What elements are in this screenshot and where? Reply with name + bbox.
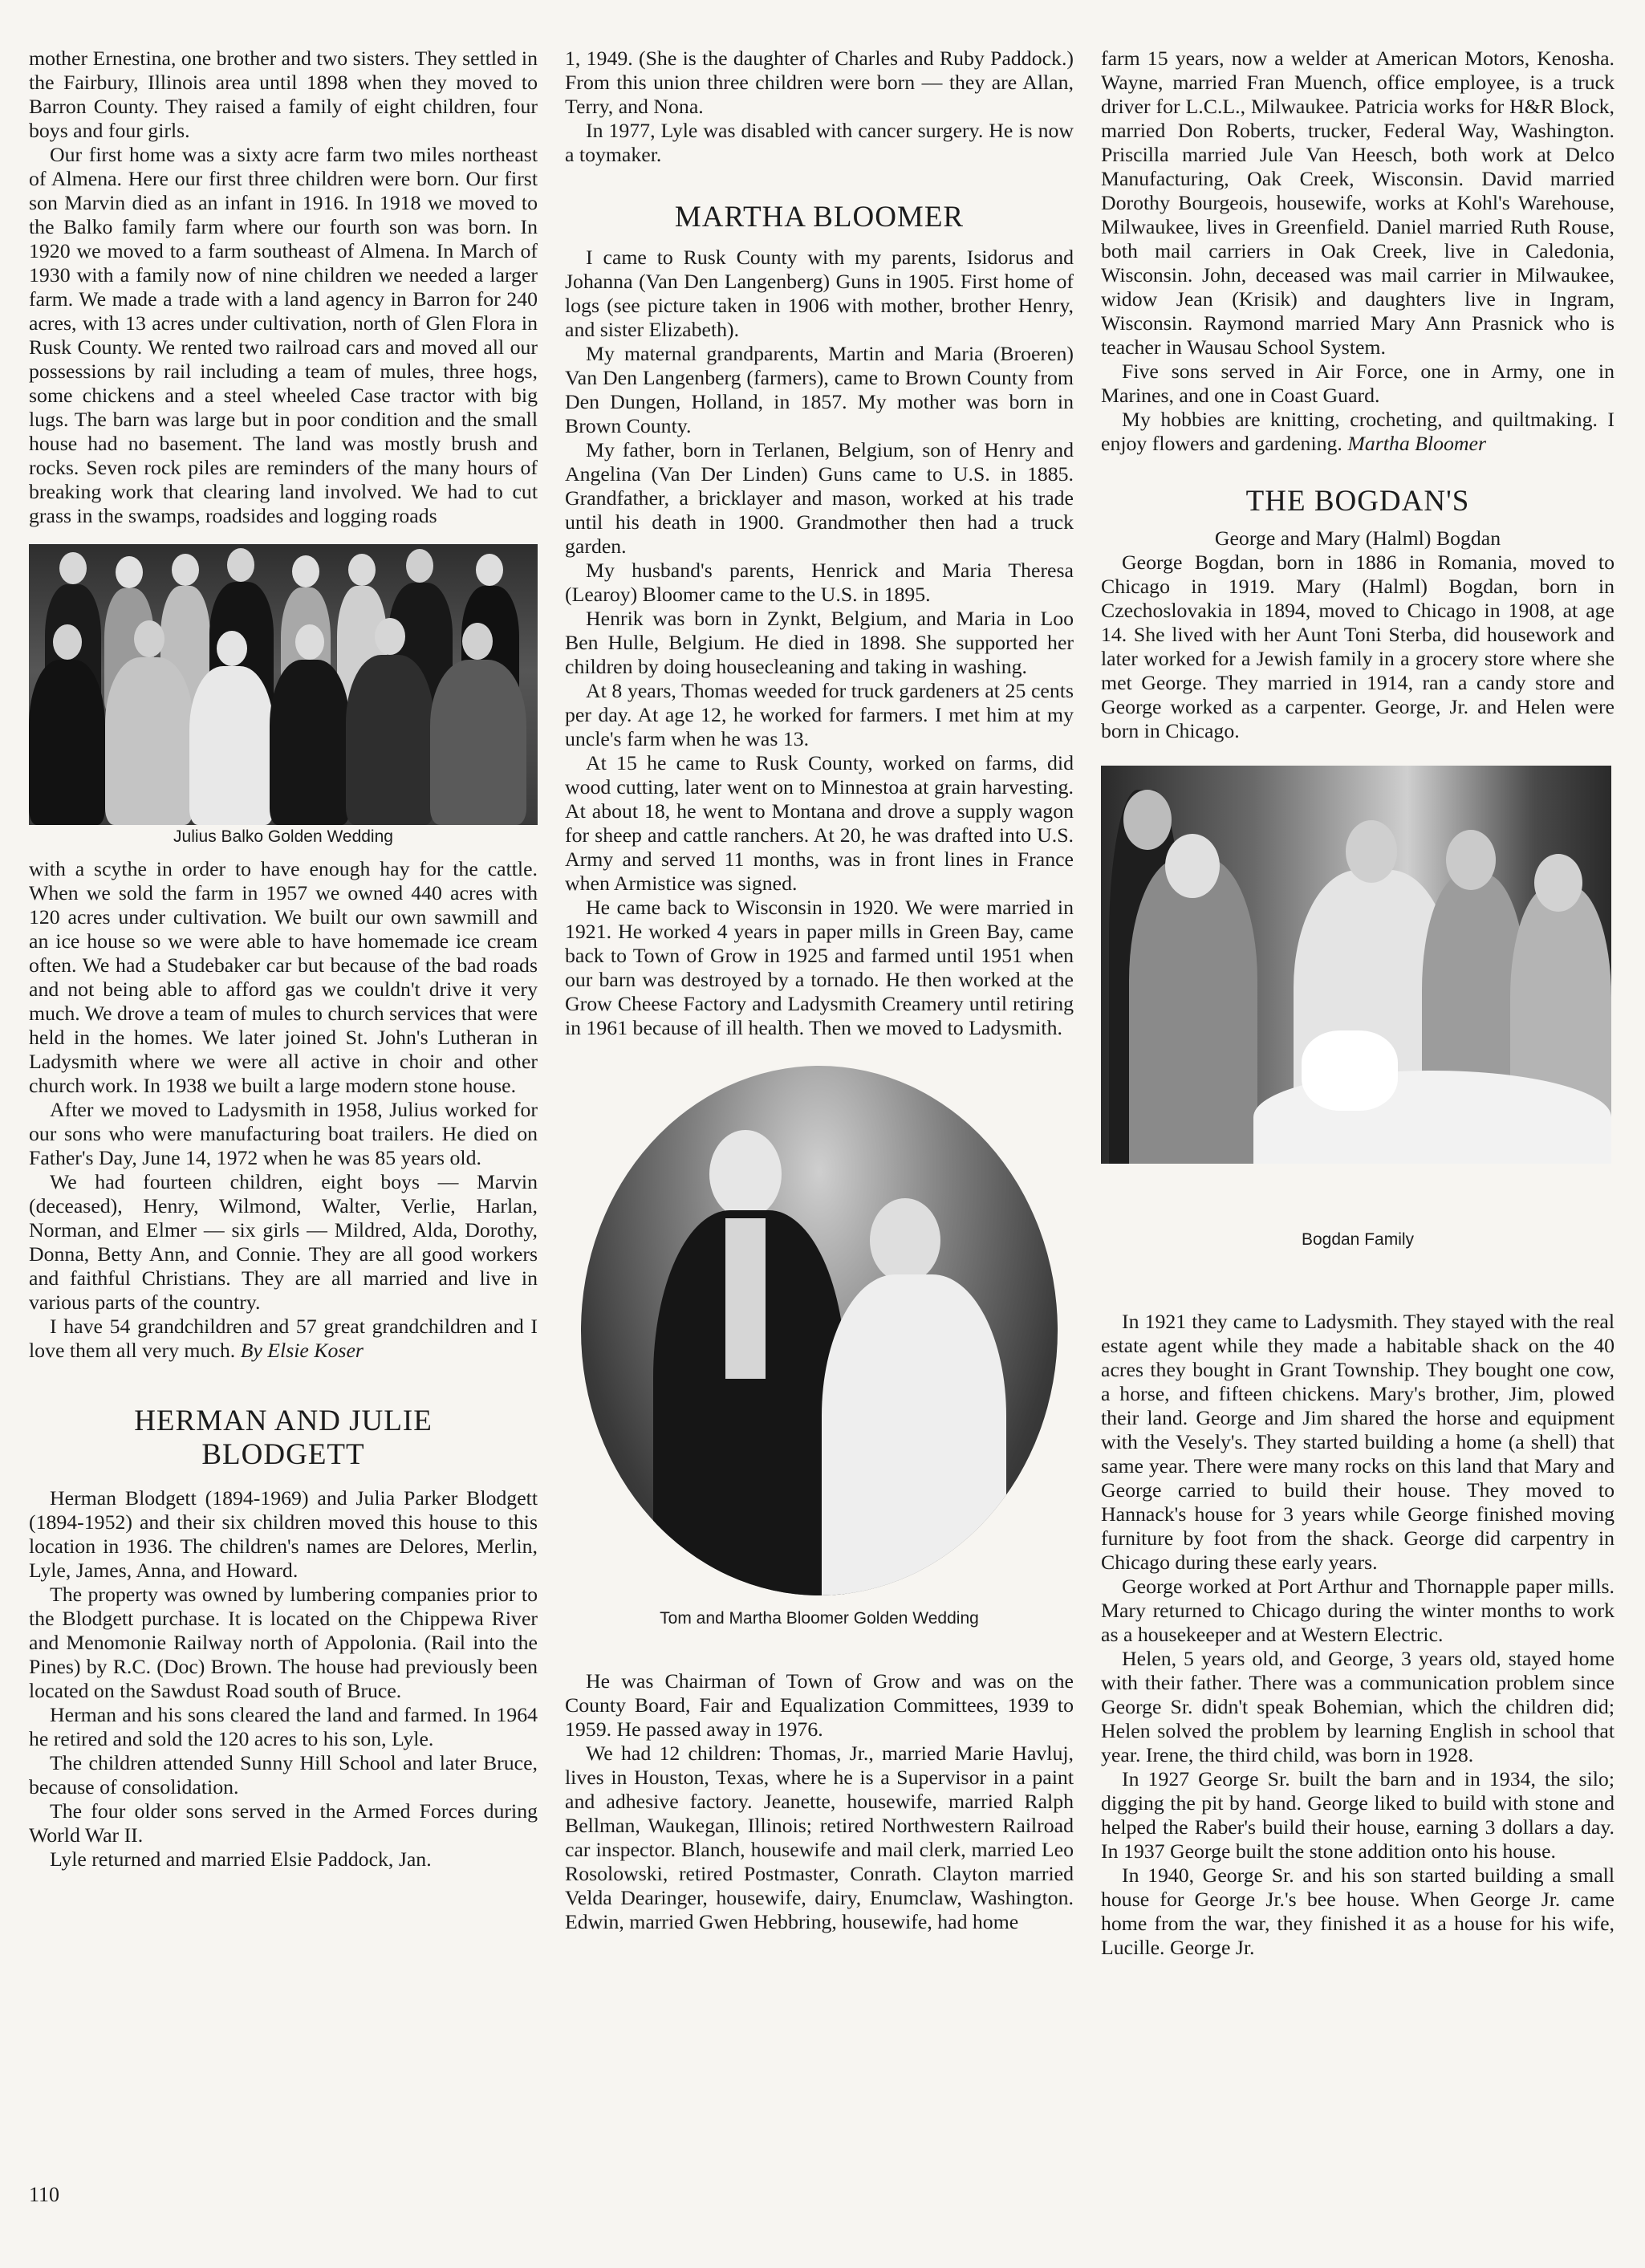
photo-caption: Tom and Martha Bloomer Golden Wedding <box>660 1609 979 1628</box>
paragraph: At 8 years, Thomas weeded for truck gardeners at 25 cents per day. At age 12, he worked for farmers. I met him at my uncle's farm when he was 13. <box>565 679 1074 750</box>
heading-line: BLODGETT <box>201 1438 365 1471</box>
paragraph: Lyle returned and married Elsie Paddock, Jan. <box>50 1847 432 1871</box>
photo-balko-wedding <box>29 544 538 849</box>
paragraph: farm 15 years, now a welder at American Motors, Kenosha. Wayne, married Fran Muench, office employee, is a truck driver for L.C.L., Milwaukee. Patricia works for H&R Block, married Don Roberts, trucker, Federal Way, Washington. Priscilla married Jule Van Heesch, both work at Delco Manufacturing, Oak Creek, Wisconsin. David married Dorothy Bourgeois, housewife, works at Kohl's Warehouse, Milwaukee, lives in Greenfield. Daniel married Ruth Rouse, both mail carriers in Oak Creek, live in Caledonia, Wisconsin. John, deceased was mail carrier in Milwaukee, widow Jean (Krisik) and daughters live in Ingram, Wisconsin. Raymond married Mary Ann Prasnick who is teacher in Wausau School System. <box>1101 47 1615 359</box>
page-number: 110 <box>29 2183 60 2206</box>
paragraph: In 1977, Lyle was disabled with cancer surgery. He is now a toymaker. <box>565 119 1074 166</box>
section-heading: MARTHA BLOOMER <box>674 201 965 234</box>
paragraph: My maternal grandparents, Martin and Maria (Broeren) Van Den Langenberg (farmers), came to Brown County from Den Dungen, Holland, in 1857. My mother was born in Brown County. <box>565 342 1074 437</box>
column-middle <box>565 47 1074 1934</box>
paragraph <box>1101 408 1615 456</box>
column-right <box>1101 47 1615 1960</box>
paragraph-text: My hobbies are knitting, crocheting, and quiltmaking. I enjoy flowers and gardening. <box>1101 408 1615 455</box>
photo-bogdan-family <box>1101 766 1615 1252</box>
paragraph: Herman Blodgett (1894-1969) and Julia Parker Blodgett (1894-1952) and their six children moved this house to this location in 1936. The children's names are Delores, Merlin, Lyle, James, Anna, and Howard. <box>29 1486 538 1582</box>
photo-caption: Bogdan Family <box>1301 1230 1415 1249</box>
paragraph: We had fourteen children, eight boys — Marvin (deceased), Henry, Wilmond, Walter, Verlie, Harlan, Norman, and Elmer — six girls — Mildred, Alda, Dorothy, Donna, Betty Ann, and Connie. They are all good workers and faithful Christians. They are all married and live in various parts of the country. <box>29 1170 538 1314</box>
paragraph: George worked at Port Arthur and Thornapple paper mills. Mary returned to Chicago during the winter months to work as a housekeeper and at Western Electric. <box>1101 1575 1615 1646</box>
family-photo <box>1101 766 1611 1164</box>
paragraph <box>29 1315 538 1363</box>
group-photo <box>29 544 538 825</box>
paragraph: I came to Rusk County with my parents, Isidorus and Johanna (Van Den Langenberg) Guns in 1905. First home of logs (see picture taken in 1906 with mother, brother Henry, and sister Elizabeth). <box>565 246 1074 341</box>
photo-bloomer-wedding <box>565 1066 1074 1631</box>
paragraph: Henrik was born in Zynkt, Belgium, and Maria in Loo Ben Hulle, Belgium. He died in 1898. She supported her children by doing housecleaning and taking in washing. <box>565 607 1074 678</box>
paragraph: Five sons served in Air Force, one in Army, one in Marines, and one in Coast Guard. <box>1101 360 1615 407</box>
paragraph: The children attended Sunny Hill School and later Bruce, because of consolidation. <box>29 1751 538 1799</box>
subheading: George and Mary (Halml) Bogdan <box>1214 526 1501 550</box>
section-heading: THE BOGDAN'S <box>1245 485 1470 518</box>
author-signature: Martha Bloomer <box>1347 432 1487 455</box>
paragraph: He was Chairman of Town of Grow and was on the County Board, Fair and Equalization Committees, 1939 to 1959. He passed away in 1976. <box>565 1669 1074 1741</box>
paragraph: In 1921 they came to Ladysmith. They stayed with the real estate agent while they made a habitable shack on the 40 acres they bought in Grant Township. They bought one cow, a horse, and fifteen chickens. Mary's brother, Jim, plowed their land. George and Jim shared the horse and equipment with the Vesely's. They started building a home (a shell) that same year. There were many rocks on this land that Mary and George carried to build their house. They moved to Hannack's house for 3 years while George finished moving furniture by foot from the shack. George did carpentry in Chicago during these early years. <box>1101 1310 1615 1574</box>
paragraph: mother Ernestina, one brother and two sisters. They settled in the Fairbury, Illinois area until 1898 when they moved to Barron County. They raised a family of eight children, four boys and four girls. <box>29 47 538 142</box>
paragraph: At 15 he came to Rusk County, worked on farms, did wood cutting, later went on to Minnestoa at grain harvesting. At about 18, he went to Montana and drove a supply wagon for sheep and cattle ranchers. At 20, he was drafted into U.S. Army and served 11 months, was in front lines in France when Armistice was signed. <box>565 751 1074 895</box>
paragraph: Our first home was a sixty acre farm two miles northeast of Almena. Here our first three children were born. Our first son Marvin died as an infant in 1916. In 1918 we moved to the Balko family farm where our fourth son was born. In 1920 we moved to a farm southeast of Almena. In March of 1930 with a family now of nine children we needed a larger farm. We made a trade with a land agency in Barron for 240 acres, with 13 acres under cultivation, north of Glen Flora in Rusk County. We rented two railroad cars and moved all our possessions by rail including a team of mules, three hogs, some chickens and a steel wheeled Case tractor with big lugs. The barn was large but in poor condition and the small house had no basement. The land was mostly brush and rocks. Seven rock piles are reminders of the many hours of breaking work that clearing land involved. We had to cut grass in the swamps, roadsides and logging roads <box>29 143 538 527</box>
heading-line: HERMAN AND JULIE <box>134 1404 433 1437</box>
paragraph: My father, born in Terlanen, Belgium, son of Henry and Angelina (Van Der Linden) Guns came to U.S. in 1885. Grandfather, a bricklayer and mason, worked at his trade until his death in 1900. Grandmother then had a truck garden. <box>565 438 1074 558</box>
paragraph: George Bogdan, born in 1886 in Romania, moved to Chicago in 1919. Mary (Halml) Bogdan, born in Czechoslovakia in 1894, moved to Chicago in 1908, at age 14. She lived with her Aunt Toni Sterba, did housework and later worked for a Jewish family in a grocery store where she met George. They married in 1914, ran a candy store and George worked as a carpenter. George, Jr. and Helen were born in Chicago. <box>1101 551 1615 742</box>
paragraph-text: I have 54 grandchildren and 57 great grandchildren and I love them all very much. <box>29 1315 538 1362</box>
paragraph: After we moved to Ladysmith in 1958, Julius worked for our sons who were manufacturing boat trailers. He died on Father's Day, June 14, 1972 when he was 85 years old. <box>29 1098 538 1169</box>
paragraph: In 1927 George Sr. built the barn and in 1934, the silo; digging the pit by hand. George liked to build with stone and helped the Raber's build their house, earning 3 dollars a day. In 1937 George built the stone addition onto his house. <box>1101 1767 1615 1863</box>
section-heading <box>29 1404 538 1472</box>
paragraph: The property was owned by lumbering companies prior to the Blodgett purchase. It is located on the Chippewa River and Menomonie Railway north of Appolonia. (Rail into the Pines) by R.C. (Doc) Brown. The house had previously been located on the Sawdust Road south of Bruce. <box>29 1583 538 1702</box>
paragraph: Herman and his sons cleared the land and farmed. In 1964 he retired and sold the 120 acres to his son, Lyle. <box>29 1703 538 1750</box>
column-left <box>29 47 538 1872</box>
oval-photo <box>565 1066 1074 1595</box>
paragraph: My husband's parents, Henrick and Maria Theresa (Learoy) Bloomer came to the U.S. in 1895. <box>565 559 1074 606</box>
paragraph: 1, 1949. (She is the daughter of Charles and Ruby Paddock.) From this union three children were born — they are Allan, Terry, and Nona. <box>565 47 1074 118</box>
paragraph: Helen, 5 years old, and George, 3 years old, stayed home with their father. There was a communication problem since George Sr. didn't speak Bohemian, which the children did; Helen solved the problem by learning English in school that year. Irene, the third child, was born in 1928. <box>1101 1647 1615 1766</box>
paragraph: He came back to Wisconsin in 1920. We were married in 1921. He worked 4 years in paper mills in Green Bay, came back to Town of Grow in 1925 and farmed until 1951 when our barn was destroyed by a tornado. He then worked at the Grow Cheese Factory and Ladysmith Creamery until retiring in 1961 because of ill health. Then we moved to Ladysmith. <box>565 896 1074 1039</box>
photo-caption: Julius Balko Golden Wedding <box>173 827 393 846</box>
author-signature: By Elsie Koser <box>240 1339 364 1362</box>
paragraph: with a scythe in order to have enough hay for the cattle. When we sold the farm in 1957 we owned 440 acres with 120 acres under cultivation. We built our own sawmill and an ice house so we were able to have homemade ice cream often. We had a Studebaker car but because of the bad roads and not being able to afford gas we couldn't drive it very much. We drove a team of mules to church services that were held in the homes. We later joined St. John's Lutheran in Ladysmith where we were all active in choir and other church work. In 1938 we built a large modern stone house. <box>29 857 538 1097</box>
paragraph: The four older sons served in the Armed Forces during World War II. <box>29 1799 538 1847</box>
paragraph: We had 12 children: Thomas, Jr., married Marie Havluj, lives in Houston, Texas, where he is a Supervisor in a paint and adhesive factory. Jeanette, housewife, married Ralph Bellman, Waukegan, Illinois; retired Northwestern Railroad car inspector. Blanch, housewife and mail clerk, married Leo Rosolowski, retired Postmaster, Conrath. Clayton married Velda Dearinger, housewife, dairy, Enumclaw, Washington. Edwin, married Gwen Hebbring, housewife, had home <box>565 1742 1074 1933</box>
paragraph: In 1940, George Sr. and his son started building a small house for George Jr.'s bee house. When George Jr. came home from the war, they finished it as a house for his wife, Lucille. George Jr. <box>1101 1864 1615 1959</box>
